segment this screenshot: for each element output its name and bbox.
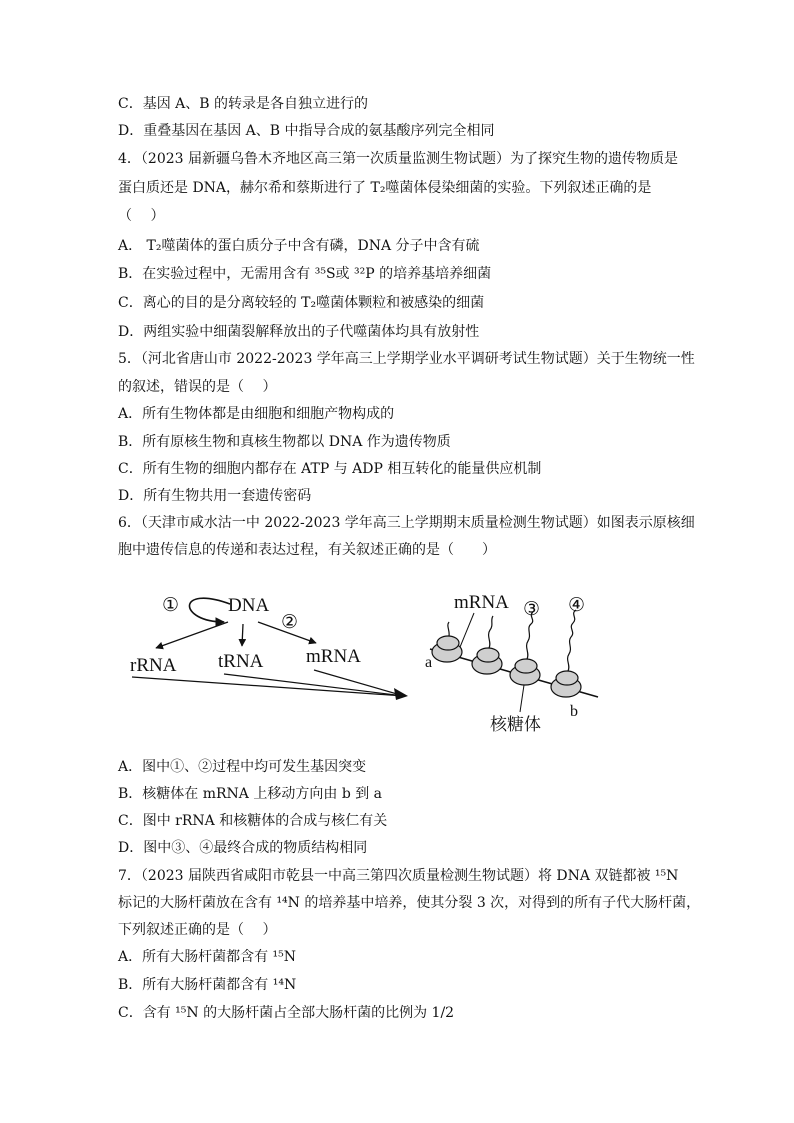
- ribosome-1: [432, 636, 462, 662]
- q7-stem-line-2: 标记的大肠杆菌放在含有 ¹⁴N 的培养基中培养，使其分裂 3 次，对得到的所有子代大肠杆菌，: [118, 895, 701, 911]
- q4-option-d: D．两组实验中细菌裂解释放出的子代噬菌体均具有放射性: [118, 324, 480, 340]
- q7-option-b: B．所有大肠杆菌都含有 ¹⁴N: [118, 977, 297, 993]
- q5-option-b: B．所有原核生物和真核生物都以 DNA 作为遗传物质: [118, 434, 451, 450]
- q6-option-a: A．图中①、②过程中均可发生基因突变: [118, 759, 367, 775]
- dna-label: DNA: [228, 595, 270, 616]
- converge-arrowhead: [394, 688, 408, 700]
- peptide-chain-1: [448, 622, 449, 636]
- ribosome-2: [472, 648, 502, 674]
- end-label-a: a: [425, 654, 433, 671]
- q4-stem-line-3: （ ）: [118, 208, 165, 224]
- replication-loop-arrow: [189, 598, 230, 622]
- mark-3: ③: [523, 599, 541, 620]
- q4-option-a: A． T₂噬菌体的蛋白质分子中含有磷，DNA 分子中含有硫: [118, 238, 480, 254]
- peptide-chain-2: [489, 616, 493, 648]
- q6-stem-line-1: 6．（天津市咸水沽一中 2022-2023 学年高三上学期期末质量检测生物试题）如图表示原核细: [118, 515, 695, 531]
- mrna-label-right: mRNA: [454, 592, 509, 613]
- q5-option-c: C．所有生物的细胞内都存在 ATP 与 ADP 相互转化的能量供应机制: [118, 461, 542, 477]
- rrna-label: rRNA: [130, 655, 177, 676]
- transcription-mark: ②: [281, 612, 299, 633]
- q7-stem-line-3: 下列叙述正确的是（ ）: [118, 922, 277, 938]
- ribosome-3: [510, 659, 540, 685]
- q6-stem-line-2: 胞中遗传信息的传递和表达过程，有关叙述正确的是（ ）: [118, 542, 496, 558]
- q7-option-a: A．所有大肠杆菌都含有 ¹⁵N: [118, 949, 297, 965]
- ribosome-4: [551, 671, 581, 697]
- end-label-b: b: [570, 703, 578, 720]
- q6-option-d: D．图中③、④最终合成的物质结构相同: [118, 840, 368, 856]
- q5-stem-line-2: 的叙述，错误的是（ ）: [118, 379, 277, 395]
- q5-option-d: D．所有生物共用一套遗传密码: [118, 488, 312, 504]
- q4-stem-line-2: 蛋白质还是 DNA，赫尔希和蔡斯进行了 T₂噬菌体侵染细菌的实验。下列叙述正确的是: [118, 180, 652, 196]
- q3-option-c: C．基因 A、B 的转录是各自独立进行的: [118, 96, 369, 112]
- ribosome-label: 核糖体: [490, 715, 541, 734]
- mark-4: ④: [568, 595, 586, 616]
- arrow-to-trna: [242, 624, 243, 646]
- q5-option-a: A．所有生物体都是由细胞和细胞产物构成的: [118, 406, 395, 422]
- trna-label: tRNA: [218, 651, 264, 672]
- q6-option-c: C．图中 rRNA 和核糖体的合成与核仁有关: [118, 813, 388, 829]
- q4-option-b: B．在实验过程中，无需用含有 ³⁵S或 ³²P 的培养基培养细菌: [118, 266, 492, 282]
- q6-option-b: B．核糖体在 mRNA 上移动方向由 b 到 a: [118, 786, 383, 802]
- peptide-chain-4: [568, 610, 576, 671]
- mrna-pointer: [458, 613, 474, 652]
- mrna-label-left: mRNA: [306, 646, 361, 667]
- q3-option-d: D．重叠基因在基因 A、B 中指导合成的氨基酸序列完全相同: [118, 123, 495, 139]
- q4-stem-line-1: 4．（2023 届新疆乌鲁木齐地区高三第一次质量监测生物试题）为了探究生物的遗传物质是: [118, 151, 678, 167]
- gene-expression-diagram: [118, 580, 678, 740]
- replication-mark: ①: [162, 595, 180, 616]
- arrow-to-rrna: [156, 622, 228, 648]
- q4-option-c: C．离心的目的是分离较轻的 T₂噬菌体颗粒和被感染的细菌: [118, 295, 485, 311]
- converge-line-3: [314, 670, 404, 696]
- q7-stem-line-1: 7．（2023 届陕西省咸阳市乾县一中高三第四次质量检测生物试题）将 DNA 双链都被 ¹⁵N: [118, 868, 679, 884]
- q7-option-c: C．含有 ¹⁵N 的大肠杆菌占全部大肠杆菌的比例为 1/2: [118, 1005, 455, 1021]
- ribosome-pointer: [520, 685, 524, 712]
- q5-stem-line-1: 5．（河北省唐山市 2022-2023 学年高三上学期学业水平调研考试生物试题）关于生物统一性: [118, 351, 695, 367]
